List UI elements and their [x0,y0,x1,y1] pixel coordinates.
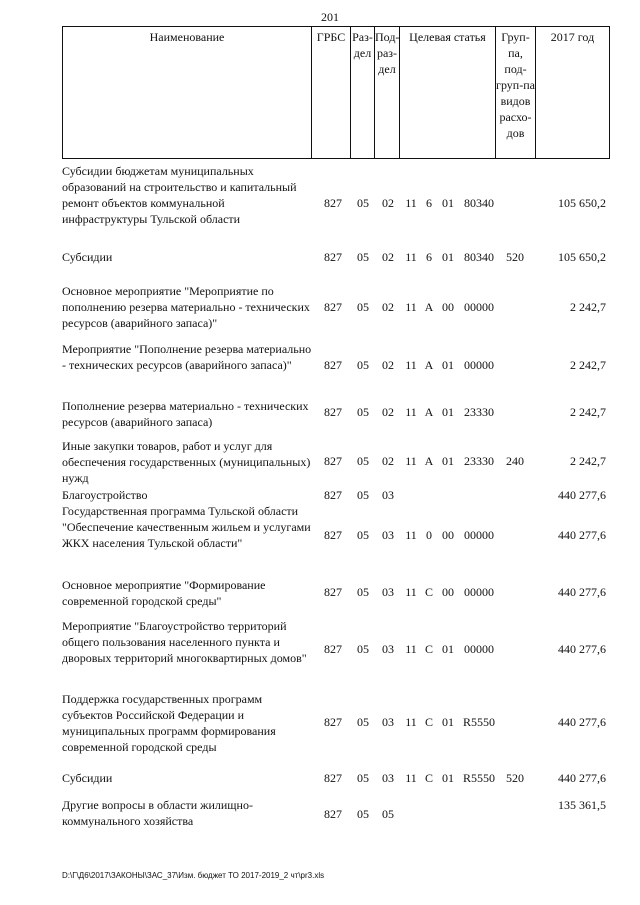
row-sum: 440 277,6 [558,528,606,542]
page-number: 201 [321,10,339,24]
row-grbs: 827 [324,807,342,821]
row-razdel: 05 [357,250,369,264]
row-grbs: 827 [324,454,342,468]
row-target-subprogram: А [424,300,434,314]
row-target-subprogram: 0 [426,528,432,542]
row-target-event: 01 [442,196,454,210]
header-vid: Груп-па, под-груп-па видов расхо-дов [496,27,536,158]
row-name: Поддержка государственных программ субъектов Российской Федерации и муниципальных программ формирования современной городской среды [62,692,276,754]
row-sum: 2 242,7 [570,454,606,468]
row-target-code: 00000 [464,300,494,314]
table-row [62,341,610,389]
row-podrazdel: 03 [382,715,394,729]
table-row [62,691,610,755]
row-target-event: 01 [442,358,454,372]
row-target-event: 01 [442,771,454,785]
row-target-code: 23330 [464,405,494,419]
table-row [62,398,610,430]
row-name: Другие вопросы в области жилищно-коммунального хозяйства [62,798,253,828]
row-vid: 520 [506,250,524,264]
table-row [62,770,610,786]
row-vid: 240 [506,454,524,468]
row-name: Мероприятие "Благоустройство территорий общего пользования населенного пункта и дворовых территорий многоквартирных домов" [62,619,307,665]
row-sum: 105 650,2 [558,196,606,210]
row-podrazdel: 03 [382,528,394,542]
row-sum: 440 277,6 [558,642,606,656]
row-podrazdel: 02 [382,358,394,372]
row-target-program: 11 [405,250,417,264]
row-target-event: 00 [442,585,454,599]
row-podrazdel: 03 [382,585,394,599]
header-year: 2017 год [550,30,595,44]
table-row [62,797,610,829]
row-target-code: 00000 [464,642,494,656]
row-razdel: 05 [357,488,369,502]
row-grbs: 827 [324,196,342,210]
row-grbs: 827 [324,358,342,372]
row-grbs: 827 [324,405,342,419]
row-podrazdel: 02 [382,196,394,210]
table-row [62,618,610,682]
row-name: Основное мероприятие "Формирование современной городской среды" [62,578,266,608]
row-target-subprogram: С [424,715,433,729]
row-target-program: 11 [405,715,417,729]
row-target-subprogram: С [424,771,433,785]
row-target-code: 23330 [464,454,494,468]
row-name: Основное мероприятие "Мероприятие по пополнению резерва материально - технических ресурсов (аварийного запаса)" [62,284,310,330]
row-name: Субсидии бюджетам муниципальных образований на строительство и капитальный ремонт объектов коммунальной инфраструктуры Тульской области [62,164,297,226]
row-podrazdel: 02 [382,250,394,264]
row-target-subprogram: А [424,454,434,468]
row-razdel: 05 [357,196,369,210]
row-target-event: 00 [442,300,454,314]
row-podrazdel: 03 [382,771,394,785]
row-target-event: 01 [442,715,454,729]
row-target-program: 11 [405,358,417,372]
row-name: Мероприятие "Пополнение резерва материально - технических ресурсов (аварийного запаса)" [62,342,312,372]
row-grbs: 827 [324,585,342,599]
row-podrazdel: 03 [382,488,394,502]
row-razdel: 05 [357,300,369,314]
row-razdel: 05 [357,807,369,821]
file-path-footer: D:\Г\Д6\2017\ЗАКОНЫ\ЗАС_37\Изм. бюджет ТО 2017-2019_2 чт\pr3.xls [62,871,325,880]
row-razdel: 05 [357,405,369,419]
row-grbs: 827 [324,528,342,542]
row-sum: 440 277,6 [558,715,606,729]
row-target-event: 01 [442,454,454,468]
row-target-code: R5550 [462,771,495,785]
row-target-program: 11 [405,585,417,599]
row-sum: 2 242,7 [570,358,606,372]
row-target-program: 11 [405,642,417,656]
header-razdel: Раз-дел [351,27,375,158]
row-sum: 440 277,6 [558,771,606,785]
row-podrazdel: 03 [382,642,394,656]
row-target-event: 01 [442,250,454,264]
row-target-code: 00000 [464,528,494,542]
row-target-program: 11 [405,300,417,314]
row-target-code: 00000 [464,358,494,372]
row-target-code: 80340 [464,196,494,210]
table-row [62,438,610,486]
row-razdel: 05 [357,642,369,656]
row-name: Государственная программа Тульской области "Обеспечение качественным жильем и услугами ЖКХ населения Тульской области" [62,504,311,550]
row-target-subprogram: С [424,585,433,599]
row-vid: 520 [506,771,524,785]
row-podrazdel: 02 [382,300,394,314]
row-target-program: 11 [405,196,417,210]
row-podrazdel: 05 [382,807,394,821]
row-target-program: 11 [405,528,417,542]
row-name: Субсидии [62,771,113,785]
row-razdel: 05 [357,771,369,785]
row-sum: 105 650,2 [558,250,606,264]
header-podrazdel: Под-раз-дел [375,27,400,158]
row-target-event: 01 [442,405,454,419]
row-grbs: 827 [324,715,342,729]
row-target-subprogram: А [424,358,434,372]
row-sum: 135 361,5 [558,798,606,812]
row-grbs: 827 [324,488,342,502]
row-sum: 2 242,7 [570,300,606,314]
header-grbs: ГРБС [312,27,351,158]
row-sum: 440 277,6 [558,585,606,599]
row-target-code: 80340 [464,250,494,264]
row-target-event: 00 [442,528,454,542]
row-target-program: 11 [405,454,417,468]
row-razdel: 05 [357,528,369,542]
row-name: Пополнение резерва материально - технических ресурсов (аварийного запаса) [62,399,309,429]
table-row [62,163,610,243]
row-podrazdel: 02 [382,454,394,468]
row-target-code: 00000 [464,585,494,599]
header-target: Целевая статья [400,27,496,158]
row-grbs: 827 [324,300,342,314]
table-header [62,26,610,159]
table-row [62,487,610,503]
row-target-event: 01 [442,642,454,656]
table-row [62,283,610,331]
row-target-subprogram: 6 [426,196,432,210]
row-name: Иные закупки товаров, работ и услуг для обеспечения государственных (муниципальных) нужд [62,439,311,485]
row-sum: 2 242,7 [570,405,606,419]
row-target-code: R5550 [462,715,495,729]
table-row [62,577,610,609]
row-target-subprogram: 6 [426,250,432,264]
table-row [62,503,610,567]
row-name: Благоустройство [62,488,148,502]
row-target-subprogram: А [424,405,434,419]
table-row [62,249,610,265]
row-razdel: 05 [357,358,369,372]
row-podrazdel: 02 [382,405,394,419]
row-grbs: 827 [324,771,342,785]
row-razdel: 05 [357,585,369,599]
row-grbs: 827 [324,250,342,264]
row-target-subprogram: С [424,642,433,656]
row-target-program: 11 [405,771,417,785]
row-target-program: 11 [405,405,417,419]
row-razdel: 05 [357,454,369,468]
row-razdel: 05 [357,715,369,729]
row-sum: 440 277,6 [558,488,606,502]
row-grbs: 827 [324,642,342,656]
header-name: Наименование [63,27,312,158]
row-name: Субсидии [62,250,113,264]
